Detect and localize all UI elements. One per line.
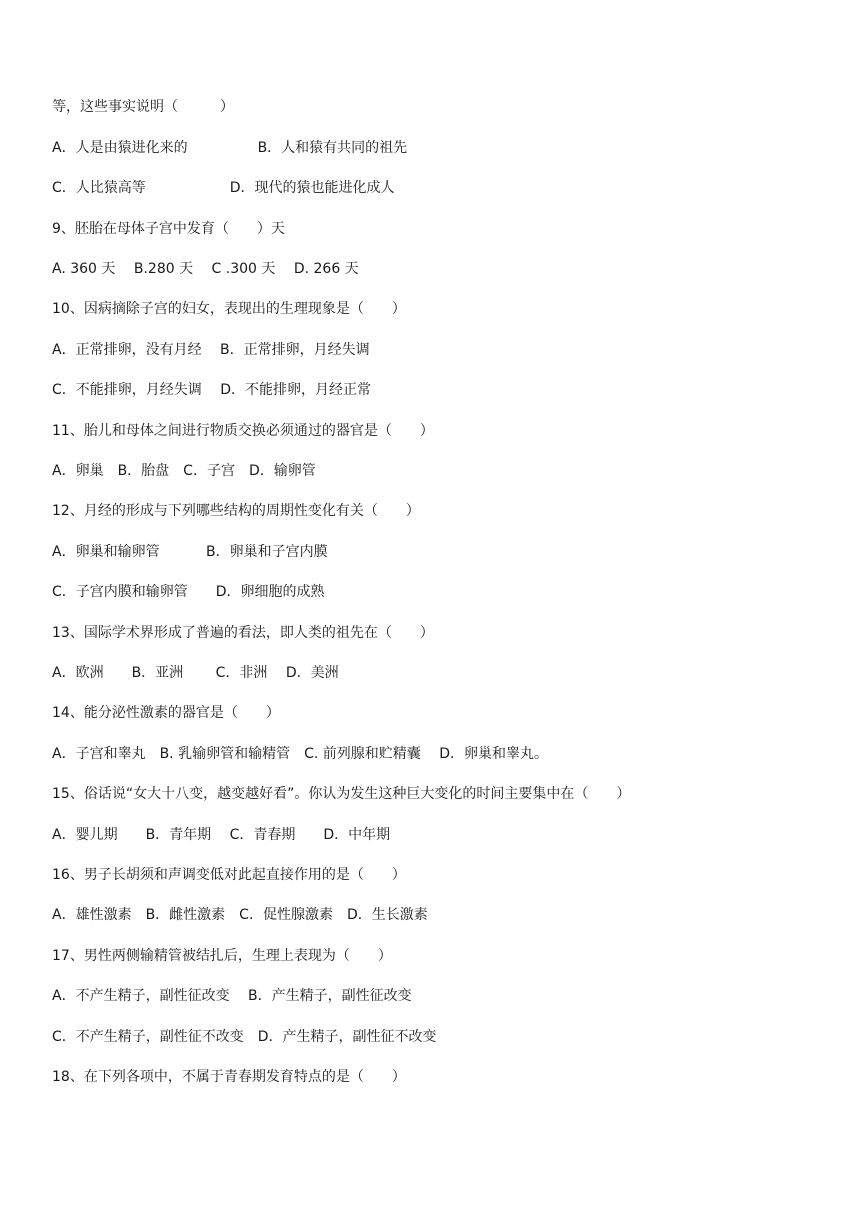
question-14-options: A．子宫和睾丸 B. 乳输卵管和输精管 C. 前列腺和贮精囊 D．卵巢和睾丸。 bbox=[52, 746, 548, 762]
question-16-stem: 16、男子长胡须和声调变低对此起直接作用的是（ ） bbox=[52, 867, 406, 883]
question-11-options: A．卵巢 B．胎盘 C．子宫 D．输卵管 bbox=[52, 463, 316, 479]
question-11-stem: 11、胎儿和母体之间进行物质交换必须通过的器官是（ ） bbox=[52, 423, 434, 439]
question-13-options: A．欧洲 B．亚洲 C．非洲 D．美洲 bbox=[52, 665, 339, 681]
question-17-options-ab: A．不产生精子，副性征改变 B．产生精子，副性征改变 bbox=[52, 988, 412, 1004]
question-15-options: A．婴儿期 B．青年期 C．青春期 D．中年期 bbox=[52, 827, 391, 843]
question-14-stem: 14、能分泌性激素的器官是（ ） bbox=[52, 705, 280, 721]
question-10-options-ab: A．正常排卵，没有月经 B．正常排卵，月经失调 bbox=[52, 342, 370, 358]
question-9-options: A. 360 天 B.280 天 C .300 天 D. 266 天 bbox=[52, 261, 359, 277]
question-9-stem: 9、胚胎在母体子宫中发育（ ）天 bbox=[52, 221, 285, 237]
question-13-stem: 13、国际学术界形成了普遍的看法，即人类的祖先在（ ） bbox=[52, 625, 434, 641]
question-17-options-cd: C．不产生精子，副性征不改变 D．产生精子，副性征不改变 bbox=[52, 1029, 437, 1045]
question-15-stem: 15、俗话说“女大十八变，越变越好看”。你认为发生这种巨大变化的时间主要集中在（ ） bbox=[52, 786, 631, 802]
question-10-stem: 10、因病摘除子宫的妇女，表现出的生理现象是（ ） bbox=[52, 301, 406, 317]
question-8-options-cd: C．人比猿高等 D．现代的猿也能进化成人 bbox=[52, 180, 395, 196]
question-16-options: A．雄性激素 B．雌性激素 C．促性腺激素 D．生长激素 bbox=[52, 907, 428, 923]
question-12-options-ab: A．卵巢和输卵管 B．卵巢和子宫内膜 bbox=[52, 544, 328, 560]
question-17-stem: 17、男性两侧输精管被结扎后，生理上表现为（ ） bbox=[52, 948, 392, 964]
question-12-options-cd: C．子宫内膜和输卵管 D．卵细胞的成熟 bbox=[52, 584, 325, 600]
question-8-stem-continuation: 等，这些事实说明（ ） bbox=[52, 99, 234, 115]
question-18-stem: 18、在下列各项中，不属于青春期发育特点的是（ ） bbox=[52, 1069, 406, 1085]
question-8-options-ab: A．人是由猿进化来的 B．人和猿有共同的祖先 bbox=[52, 140, 408, 156]
question-10-options-cd: C．不能排卵，月经失调 D．不能排卵，月经正常 bbox=[52, 382, 372, 398]
question-12-stem: 12、月经的形成与下列哪些结构的周期性变化有关（ ） bbox=[52, 503, 420, 519]
